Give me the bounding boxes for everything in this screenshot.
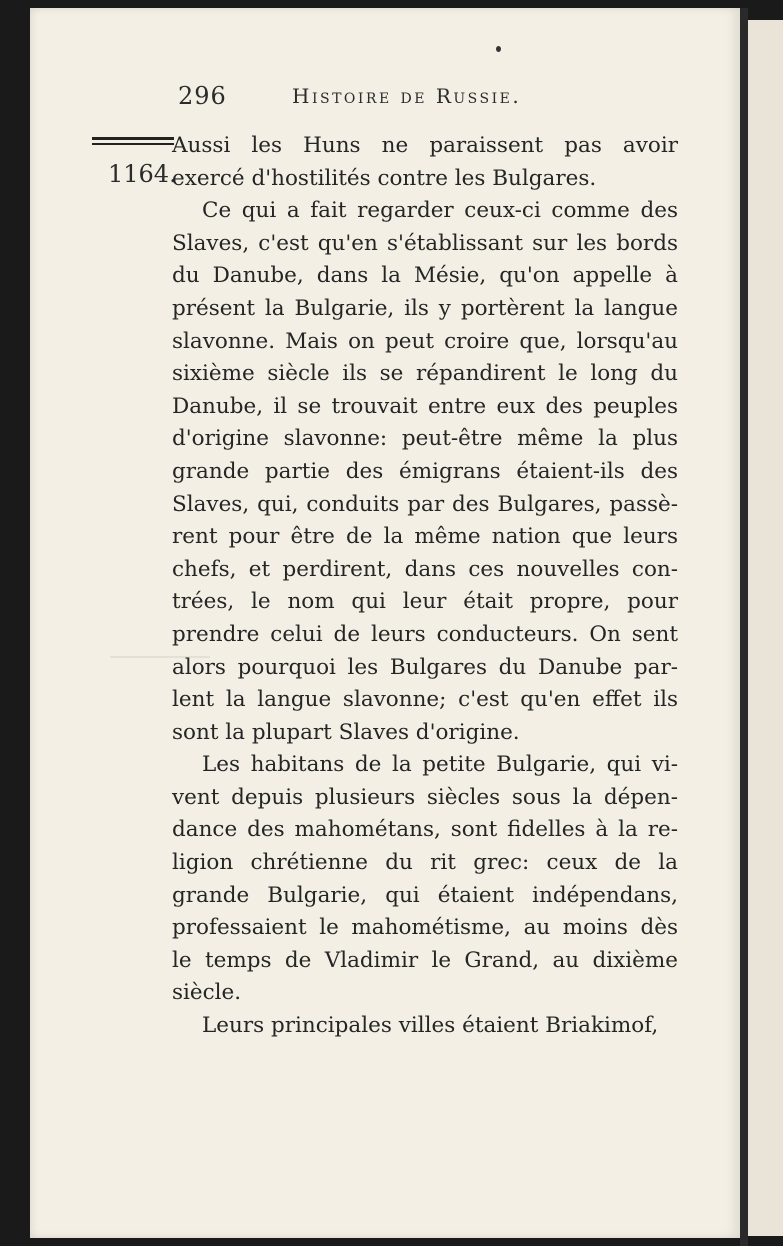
facing-page-edge: [748, 20, 783, 1236]
margin-rule: [92, 137, 174, 140]
body-text: [172, 130, 678, 1043]
text-line: exercé d'hostilités contre les Bulgares.: [172, 165, 597, 191]
text-line: d'origine slavonne: peut-être même la plus: [172, 426, 678, 452]
ink-spot: [496, 46, 501, 52]
text-line: vent depuis plusieurs siècles sous la dépen-: [172, 784, 678, 810]
text-line: prendre celui de leurs conducteurs. On sent: [172, 621, 678, 647]
text-line: chefs, et perdirent, dans ces nouvelles con-: [172, 556, 678, 582]
text-line: Ce qui a fait regarder ceux-ci comme des: [202, 198, 678, 224]
text-line: Danube, il se trouvait entre eux des peuples: [172, 393, 678, 419]
text-line: ligion chrétienne du rit grec: ceux de la: [172, 850, 678, 876]
text-line: grande partie des émigrans étaient-ils des: [172, 458, 678, 484]
text-line: slavonne. Mais on peut croire que, lorsqu'au: [172, 328, 678, 354]
text-line: sixième siècle ils se répandirent le long du: [172, 361, 678, 387]
text-line: du Danube, dans la Mésie, qu'on appelle à: [172, 263, 678, 289]
text-line: Aussi les Huns ne paraissent pas avoir: [172, 133, 678, 158]
book-gutter: [740, 8, 748, 1246]
page-number: 296: [178, 82, 227, 110]
text-line: Slaves, qui, conduits par des Bulgares, passè-: [172, 491, 678, 517]
running-title: Histoire de Russie.: [292, 84, 522, 108]
text-line: Les habitans de la petite Bulgarie, qui vi-: [202, 752, 678, 778]
text-line: trées, le nom qui leur était propre, pour: [172, 589, 678, 615]
text-line: alors pourquoi les Bulgares du Danube par-: [172, 654, 678, 680]
margin-year-note: 1164.: [108, 160, 177, 188]
text-line: siècle.: [172, 980, 242, 1006]
text-line: lent la langue slavonne; c'est qu'en effet ils: [172, 687, 678, 713]
text-line: présent la Bulgarie, ils y portèrent la langue: [172, 295, 678, 321]
text-line: le temps de Vladimir le Grand, au dixième: [172, 947, 678, 973]
text-line: dance des mahométans, sont fidelles à la re-: [172, 817, 678, 843]
margin-rule-secondary: [92, 143, 174, 145]
text-line: grande Bulgarie, qui étaient indépendans,: [172, 882, 678, 908]
text-line: sont la plupart Slaves d'origine.: [172, 719, 520, 745]
text-line: rent pour être de la même nation que leurs: [172, 524, 678, 550]
text-line: Leurs principales villes étaient Briakimof,: [202, 1013, 659, 1039]
text-line: Slaves, c'est qu'en s'établissant sur les bords: [172, 230, 678, 256]
text-line: professaient le mahométisme, au moins dès: [172, 915, 678, 941]
